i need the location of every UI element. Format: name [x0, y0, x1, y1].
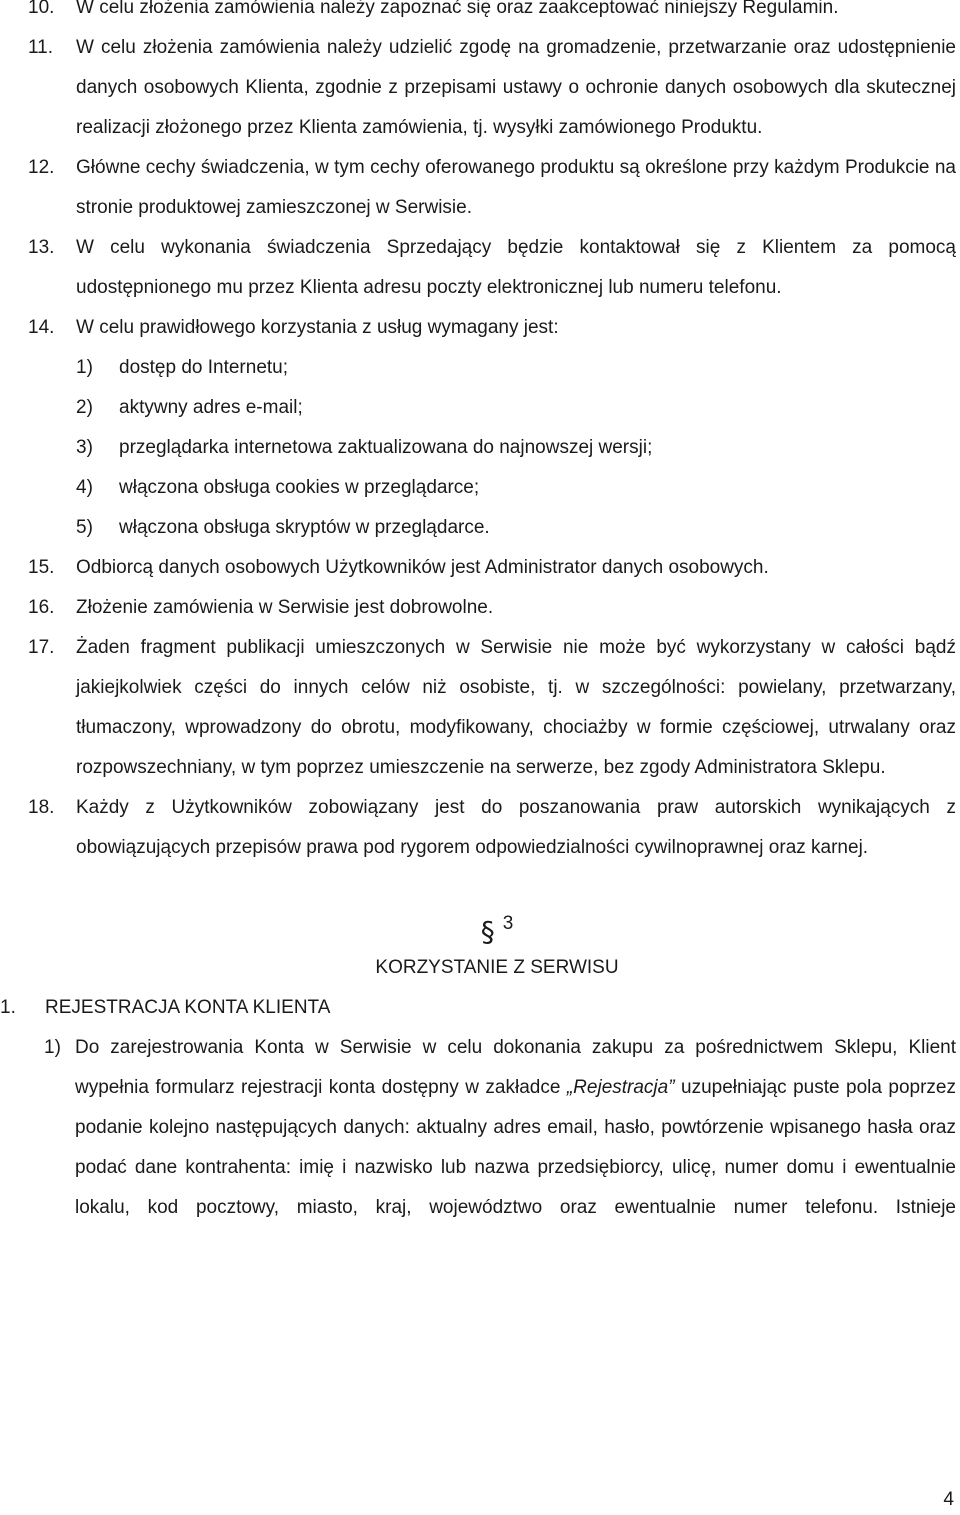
- clause-number: 11.: [28, 37, 54, 58]
- requirement-number: 5): [76, 517, 93, 538]
- paragraph-number: 1): [44, 1037, 61, 1058]
- clause-text: Główne cechy świadczenia, w tym cechy oferowanego produktu są określone przy każdym Produkcie na stronie produktowej zamieszczonej w Serwisie.: [76, 157, 956, 218]
- clauses-list-continued: [0, 548, 960, 868]
- requirement-number: 1): [76, 357, 93, 378]
- requirement-item: [0, 428, 960, 468]
- paragraph-text-end: uzupełniając puste pola poprzez podanie kolejno następujących danych: aktualny adres email, hasło, powtórzenie wpisanego hasła oraz podać dane kontrahenta: imię i nazwisko lub nazwa przedsiębiorcy, ulicę, numer domu i ewentualnie lokalu, kod pocztowy, miasto, kraj, województwo oraz ewentualnie numer telefonu. Istnieje: [75, 1077, 956, 1218]
- section-title: KORZYSTANIE Z SERWISU: [375, 957, 619, 978]
- requirement-number: 2): [76, 397, 93, 418]
- clause-text: W celu prawidłowego korzystania z usług wymagany jest:: [76, 317, 559, 338]
- clause-number: 18.: [28, 797, 55, 818]
- subsection-title: REJESTRACJA KONTA KLIENTA: [45, 997, 331, 1018]
- subsection-heading: [0, 988, 960, 1028]
- requirement-number: 3): [76, 437, 93, 458]
- requirement-item: [0, 348, 960, 388]
- registration-tab-name: „Rejestracja”: [566, 1077, 675, 1098]
- paragraph-text: [75, 1028, 956, 1228]
- requirement-text: przeglądarka internetowa zaktualizowana do najnowszej wersji;: [119, 437, 653, 458]
- clause-text: Żaden fragment publikacji umieszczonych w Serwisie nie może być wykorzystany w całości bądź jakiejkolwiek części do innych celów niż osobiste, tj. w szczególności: powielany, przetwarzany, tłumaczony, wprowadzony do obrotu, modyfikowany, chociażby w formie częściowej, utrwalany oraz rozpowszechniany, w tym poprzez umieszczenie na serwerze, bez zgody Administratora Sklepu.: [76, 637, 956, 778]
- clause-10: [0, 0, 960, 28]
- requirement-text: włączona obsługa cookies w przeglądarce;: [119, 477, 480, 498]
- section-number: [34, 908, 960, 948]
- requirement-item: [0, 388, 960, 428]
- requirement-item: [0, 508, 960, 548]
- clause-text: Każdy z Użytkowników zobowiązany jest do poszanowania praw autorskich wynikających z obowiązujących przepisów prawa pod rygorem odpowiedzialności cywilnoprawnej oraz karnej.: [76, 797, 956, 858]
- clause-13: [0, 228, 960, 308]
- page-number: 4: [943, 1489, 954, 1510]
- clause-11: [0, 28, 960, 148]
- clause-text: W celu złożenia zamówienia należy zapoznać się oraz zaakceptować niniejszy Regulamin.: [76, 0, 839, 18]
- clause-number: 15.: [28, 557, 55, 578]
- paragraph-text-start: Do zarejestrowania Konta w Serwisie w celu dokonania zakupu za pośrednictwem Sklepu, Klient wypełnia formularz rejestracji konta dostępny w zakładce: [75, 1037, 956, 1098]
- section-number-value: 3: [502, 913, 514, 934]
- requirement-number: 4): [76, 477, 93, 498]
- subsection-number: 1.: [0, 997, 16, 1018]
- clause-15: [0, 548, 960, 588]
- registration-paragraph: [0, 1028, 960, 1228]
- clause-number: 13.: [28, 237, 55, 258]
- clause-number: 12.: [28, 157, 55, 178]
- requirements-list: [0, 348, 960, 548]
- requirement-text: aktywny adres e-mail;: [119, 397, 303, 418]
- section-heading: [0, 908, 960, 988]
- clause-text: W celu wykonania świadczenia Sprzedający będzie kontaktował się z Klientem za pomocą udostępnionego mu przez Klienta adresu poczty elektronicznej lub numeru telefonu.: [76, 237, 956, 298]
- clause-12: [0, 148, 960, 228]
- clause-number: 10.: [28, 0, 55, 18]
- clause-number: 16.: [28, 597, 55, 618]
- clause-18: [0, 788, 960, 868]
- requirement-text: włączona obsługa skryptów w przeglądarce.: [119, 517, 490, 538]
- clauses-list: [0, 0, 960, 348]
- clause-number: 17.: [28, 637, 55, 658]
- clause-text: Złożenie zamówienia w Serwisie jest dobrowolne.: [76, 597, 494, 618]
- clause-16: [0, 588, 960, 628]
- requirement-text: dostęp do Internetu;: [119, 357, 289, 378]
- clause-text: W celu złożenia zamówienia należy udzielić zgodę na gromadzenie, przetwarzanie oraz udostępnienie danych osobowych Klienta, zgodnie z przepisami ustawy o ochronie danych osobowych dla skutecznej realizacji złożonego przez Klienta zamówienia, tj. wysyłki zamówionego Produktu.: [76, 37, 956, 138]
- clause-number: 14.: [28, 317, 55, 338]
- requirement-item: [0, 468, 960, 508]
- section-sign: §: [480, 915, 495, 948]
- clause-17: [0, 628, 960, 788]
- clause-text: Odbiorcą danych osobowych Użytkowników jest Administrator danych osobowych.: [76, 557, 769, 578]
- clause-14: [0, 308, 960, 348]
